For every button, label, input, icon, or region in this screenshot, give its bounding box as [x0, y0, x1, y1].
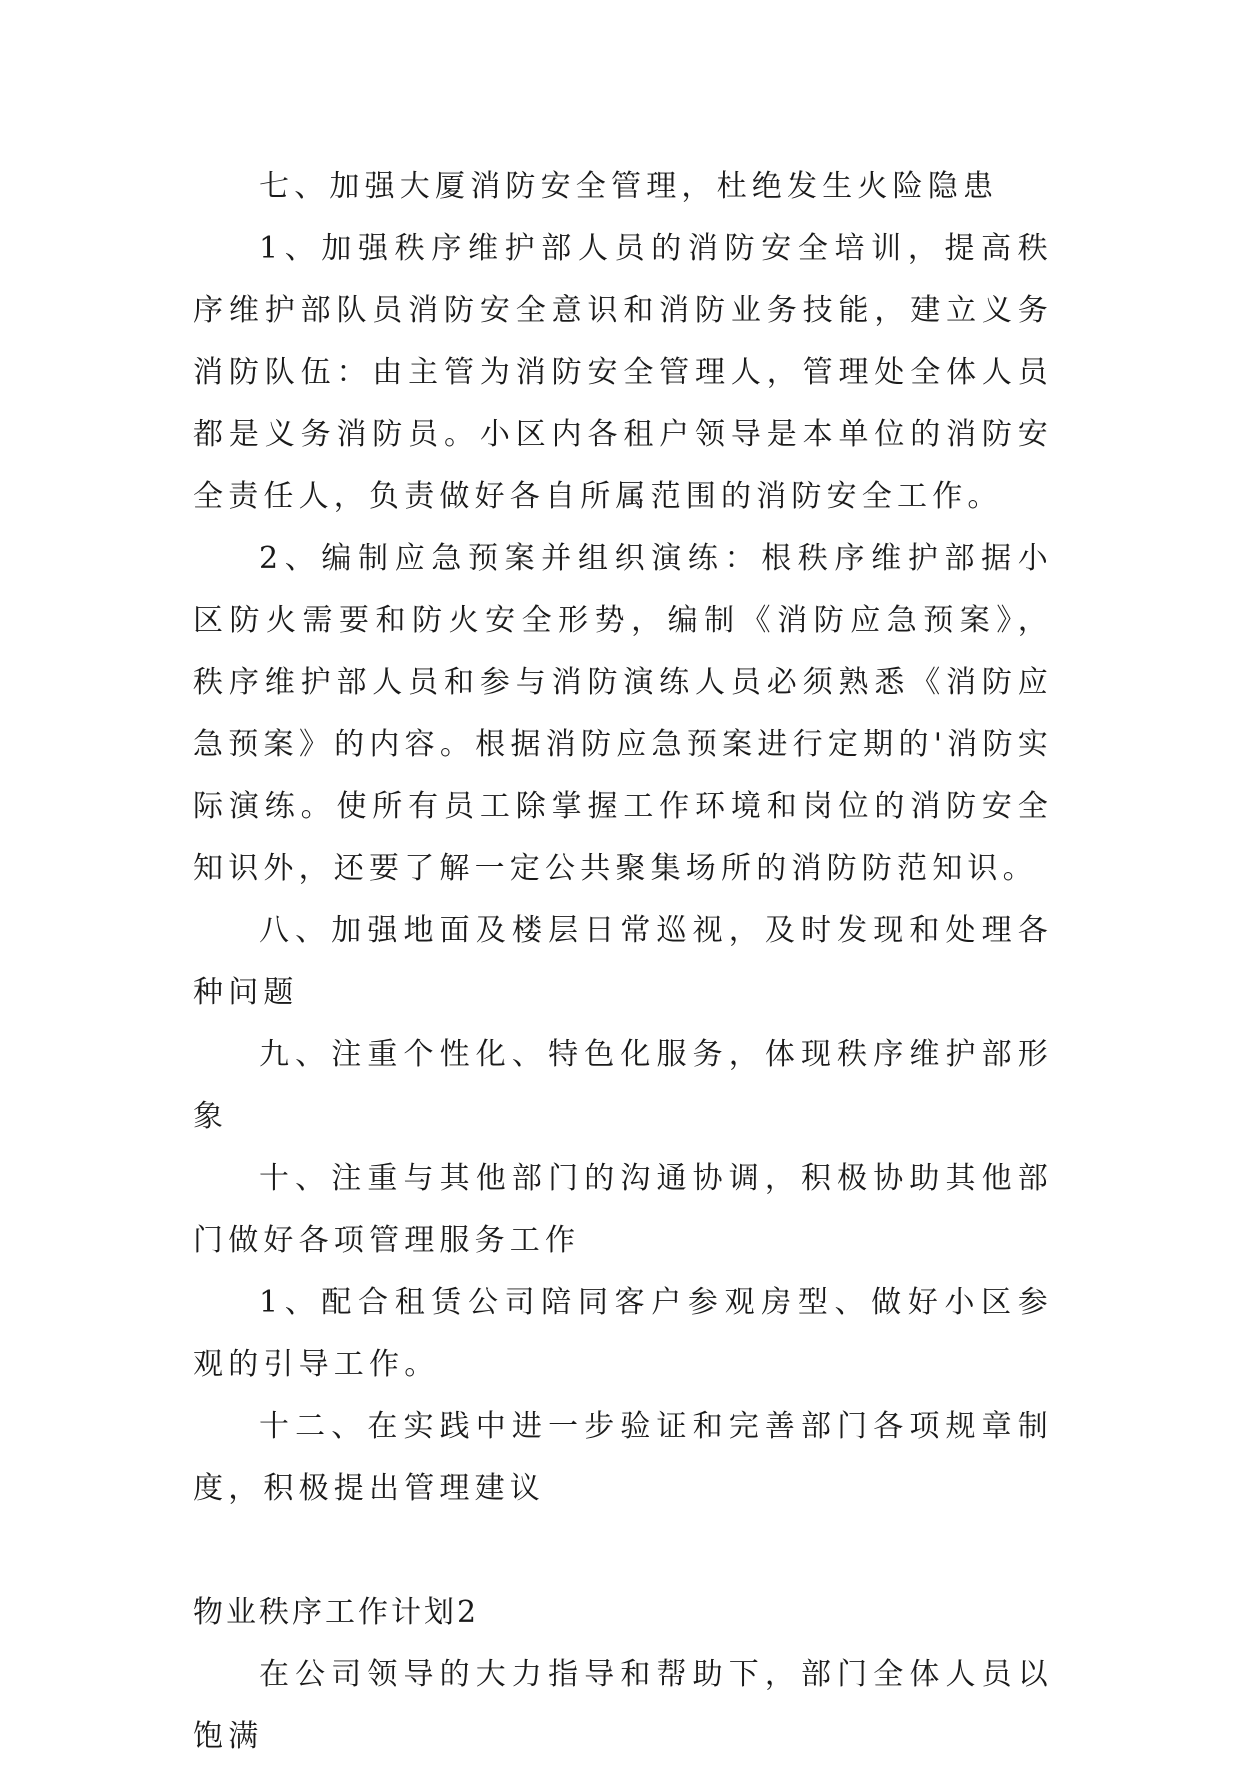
paragraph-emergency-plan: 2、编制应急预案并组织演练：根秩序维护部据小区防火需要和防火安全形势，编制《消防应急预案》，秩序维护部人员和参与消防演练人员必须熟悉《消防应急预案》的内容。根据消防应急预案进行定期的'消防实际演练。使所有员工除掌握工作环境和岗位的消防安全知识外，还要了解一定公共聚集场所的消防防范知识。	[193, 541, 1053, 886]
paragraph-fire-training: 1、加强秩序维护部人员的消防安全培训，提高秩序维护部队员消防安全意识和消防业务技能，建立义务消防队伍：由主管为消防安全管理人，管理处全体人员都是义务消防员。小区内各租户领导是本单位的消防安全责任人，负责做好各自所属范围的消防安全工作。	[193, 231, 1053, 514]
paragraph-heading-twelve: 十二、在实践中进一步验证和完善部门各项规章制度，积极提出管理建议	[193, 1409, 1053, 1506]
section-heading: 物业秩序工作计划2	[193, 1595, 480, 1630]
paragraph-closing: 在公司领导的大力指导和帮助下，部门全体人员以饱满	[193, 1657, 1053, 1754]
paragraph-heading-seven: 七、加强大厦消防安全管理，杜绝发生火险隐患	[259, 169, 999, 204]
paragraph-heading-eight: 八、加强地面及楼层日常巡视，及时发现和处理各种问题	[193, 913, 1053, 1010]
document-body	[193, 156, 1053, 1768]
paragraph-heading-nine: 九、注重个性化、特色化服务，体现秩序维护部形象	[193, 1037, 1053, 1134]
paragraph-heading-ten: 十、注重与其他部门的沟通协调，积极协助其他部门做好各项管理服务工作	[193, 1161, 1053, 1258]
paragraph-leasing-support: 1、配合租赁公司陪同客户参观房型、做好小区参观的引导工作。	[193, 1285, 1053, 1382]
